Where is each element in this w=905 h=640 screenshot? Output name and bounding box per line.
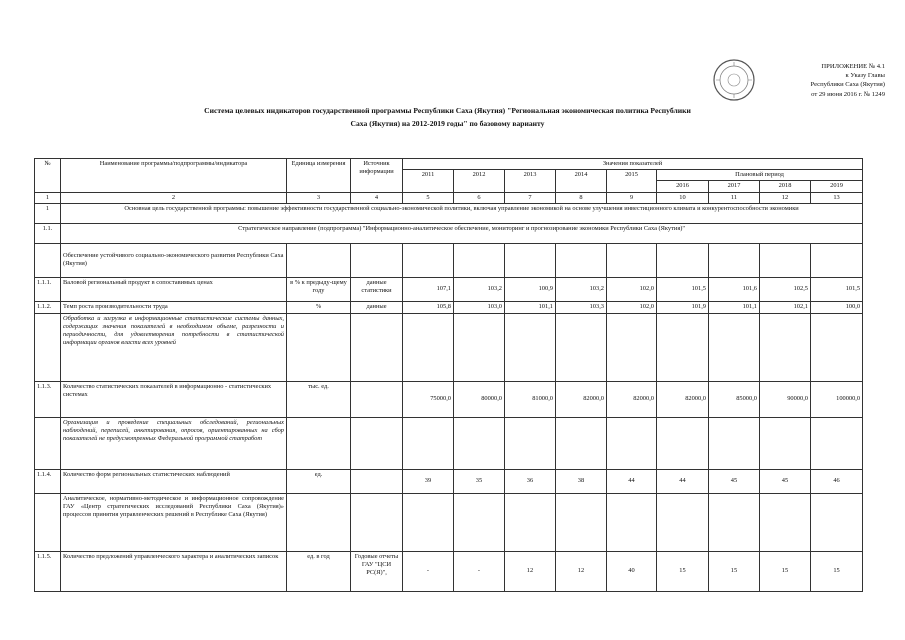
header-year: 2014 xyxy=(556,170,607,192)
annex-reference xyxy=(735,62,885,99)
value-cell: 107,1 xyxy=(403,277,454,301)
row-number: 1.1.5. xyxy=(35,551,61,591)
row-number: 1 xyxy=(35,203,61,223)
document-title xyxy=(150,104,745,130)
col-num: 2 xyxy=(61,192,287,203)
row-number: 1.1. xyxy=(35,223,61,243)
row-number: 1.1.3. xyxy=(35,381,61,417)
table-row xyxy=(35,417,863,469)
indicator-source: Годовые отчеты ГАУ "ЦСИ РС(Я)", xyxy=(351,551,403,591)
table-row xyxy=(35,469,863,493)
row-number: 1.1.1. xyxy=(35,277,61,301)
header-year: 2017 xyxy=(709,181,760,192)
header-name: Наименование программы/подпрограммы/индикатора xyxy=(61,159,287,193)
value-cell: 102,5 xyxy=(760,277,811,301)
header-year: 2015 xyxy=(607,170,657,192)
value-cell: 44 xyxy=(607,469,657,493)
value-cell: 105,8 xyxy=(403,301,454,313)
task-text: Аналитическое, нормативно-методическое и информационное сопровождение ГАУ «Центр стратегических исследований Республики Саха (Якутия)» процессов принятия управленческих решений в Республике Саха (Якутия) xyxy=(61,493,287,551)
indicator-name: Темп роста производительности труда xyxy=(61,301,287,313)
col-num: 12 xyxy=(760,192,811,203)
value-cell: 103,2 xyxy=(556,277,607,301)
title-line-2: Саха (Якутия) на 2012-2019 годы" по базовому варианту xyxy=(350,119,545,128)
header-values: Значения показателей xyxy=(403,159,863,170)
value-cell: 75000,0 xyxy=(403,381,454,417)
value-cell: 81000,0 xyxy=(505,381,556,417)
value-cell: 100000,0 xyxy=(811,381,863,417)
table-row xyxy=(35,493,863,551)
table-row xyxy=(35,301,863,313)
header-year: 2012 xyxy=(454,170,505,192)
col-num: 8 xyxy=(556,192,607,203)
col-num: 6 xyxy=(454,192,505,203)
row-number: 1.1.4. xyxy=(35,469,61,493)
col-num: 11 xyxy=(709,192,760,203)
indicator-source: данные статистики xyxy=(351,277,403,301)
indicator-name: Количество форм региональных статистических наблюдений xyxy=(61,469,287,493)
header-unit: Единица измерения xyxy=(287,159,351,193)
header-year: 2013 xyxy=(505,170,556,192)
header-year: 2019 xyxy=(811,181,863,192)
value-cell: 101,9 xyxy=(657,301,709,313)
value-cell: 38 xyxy=(556,469,607,493)
value-cell: 15 xyxy=(811,551,863,591)
value-cell: 80000,0 xyxy=(454,381,505,417)
table-row xyxy=(35,243,863,277)
table-row xyxy=(35,203,863,223)
col-num: 13 xyxy=(811,192,863,203)
table-row xyxy=(35,277,863,301)
value-cell: 36 xyxy=(505,469,556,493)
indicator-unit: тыс. ед. xyxy=(287,381,351,417)
indicator-source xyxy=(351,469,403,493)
col-num: 3 xyxy=(287,192,351,203)
value-cell: 46 xyxy=(811,469,863,493)
table-row xyxy=(35,381,863,417)
task-text: Организация и проведение специальных обследований, региональных наблюдений, переписей, анкетирования, опросов, ориентированных на сбор показателей не предусмотренных Федеральной программой статработ xyxy=(61,417,287,469)
annex-line-4: от 29 июня 2016 г. № 1249 xyxy=(811,90,885,98)
indicator-unit: в % к предыду-щему году xyxy=(287,277,351,301)
value-cell: 39 xyxy=(403,469,454,493)
value-cell: 101,1 xyxy=(709,301,760,313)
value-cell: 101,5 xyxy=(811,277,863,301)
indicator-name: Количество статистических показателей в информационно - статистических системах xyxy=(61,381,287,417)
value-cell: 45 xyxy=(709,469,760,493)
value-cell: 100,0 xyxy=(811,301,863,313)
indicator-name: Количество предложений управленческого характера и аналитических записок xyxy=(61,551,287,591)
table-row xyxy=(35,551,863,591)
task-text: Обработка и загрузка в информационные статистические системы данных, содержащих значения показателей в необходимом объеме, разрезности и периодичности, для удовлетворения потребности в статистической информации органов власти всех уровней xyxy=(61,313,287,381)
value-cell: 44 xyxy=(657,469,709,493)
annex-line-2: к Указу Главы xyxy=(845,72,885,80)
table-row xyxy=(35,223,863,243)
value-cell: 103,2 xyxy=(454,277,505,301)
value-cell: 100,9 xyxy=(505,277,556,301)
col-num: 1 xyxy=(35,192,61,203)
annex-line-3: Республики Саха (Якутия) xyxy=(810,81,885,89)
value-cell: 15 xyxy=(709,551,760,591)
title-line-1: Система целевых индикаторов государственной программы Республики Саха (Якутия) "Региональная экономическая политика Республики xyxy=(204,106,691,115)
value-cell: 15 xyxy=(760,551,811,591)
strategic-direction: Стратегическое направление (подпрограмма) "Информационно-аналитическое обеспечение, мониторинг и прогнозирование экономики Республики Саха (Якутия)" xyxy=(61,223,863,243)
col-num: 4 xyxy=(351,192,403,203)
value-cell: 45 xyxy=(760,469,811,493)
value-cell: 82000,0 xyxy=(556,381,607,417)
header-source: Источник информации xyxy=(351,159,403,193)
value-cell: 103,3 xyxy=(556,301,607,313)
column-numbers-row xyxy=(35,192,863,203)
indicator-unit: ед. xyxy=(287,469,351,493)
value-cell: 82000,0 xyxy=(657,381,709,417)
indicator-unit: ед. в год xyxy=(287,551,351,591)
col-num: 9 xyxy=(607,192,657,203)
value-cell: - xyxy=(454,551,505,591)
value-cell: 12 xyxy=(505,551,556,591)
value-cell: 15 xyxy=(657,551,709,591)
indicators-table xyxy=(34,158,863,592)
value-cell: 40 xyxy=(607,551,657,591)
value-cell: 102,0 xyxy=(607,301,657,313)
value-cell: 101,6 xyxy=(709,277,760,301)
value-cell: 102,0 xyxy=(607,277,657,301)
value-cell: - xyxy=(403,551,454,591)
value-cell: 101,5 xyxy=(657,277,709,301)
value-cell: 103,0 xyxy=(454,301,505,313)
table-row xyxy=(35,313,863,381)
indicator-name: Валовой региональный продукт в сопоставимых ценах xyxy=(61,277,287,301)
row-number: 1.1.2. xyxy=(35,301,61,313)
main-goal: Основная цель государственной программы: повышение эффективности государственной социально-экономической политики, включая управление экономикой на основе улучшения инвестиционного климата и конкурентоспособности экономики xyxy=(61,203,863,223)
value-cell: 35 xyxy=(454,469,505,493)
value-cell: 82000,0 xyxy=(607,381,657,417)
value-cell: 90000,0 xyxy=(760,381,811,417)
header-no: № xyxy=(35,159,61,193)
value-cell: 102,1 xyxy=(760,301,811,313)
header-year: 2018 xyxy=(760,181,811,192)
col-num: 5 xyxy=(403,192,454,203)
header-planned: Плановый период xyxy=(657,170,863,181)
value-cell: 12 xyxy=(556,551,607,591)
header-year: 2016 xyxy=(657,181,709,192)
col-num: 7 xyxy=(505,192,556,203)
indicator-unit: % xyxy=(287,301,351,313)
goal-text: Обеспечение устойчивого социально-экономического развития Республики Саха (Якутия) xyxy=(61,243,287,277)
value-cell: 101,1 xyxy=(505,301,556,313)
indicator-source: данные xyxy=(351,301,403,313)
header-year: 2011 xyxy=(403,170,454,192)
col-num: 10 xyxy=(657,192,709,203)
annex-line-1: ПРИЛОЖЕНИЕ № 4.1 xyxy=(821,63,885,70)
indicator-source xyxy=(351,381,403,417)
value-cell: 85000,0 xyxy=(709,381,760,417)
